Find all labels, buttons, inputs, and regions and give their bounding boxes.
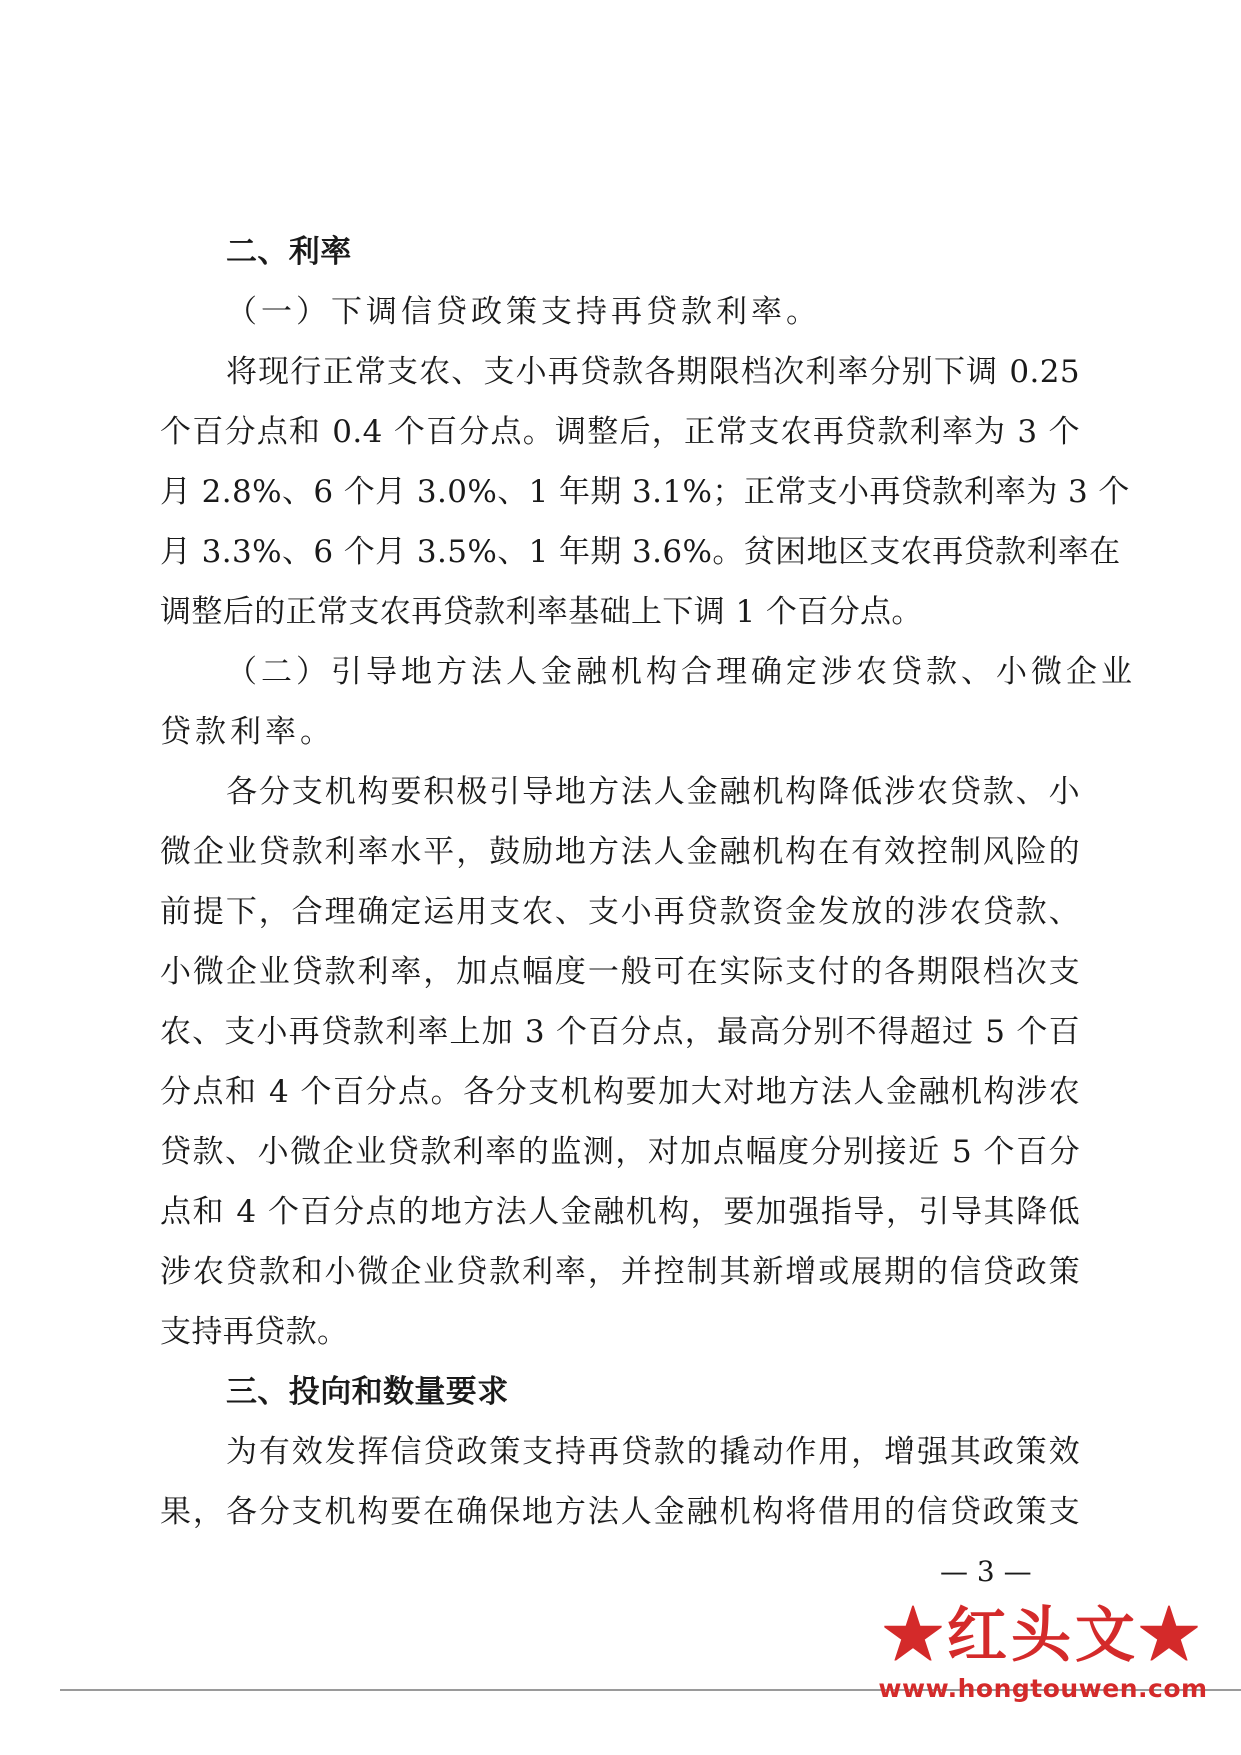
paragraph-line: 前提下，合理确定运用支农、支小再贷款资金发放的涉农贷款、 (160, 894, 1080, 930)
subsection-heading-line: （一）下调信贷政策支持再贷款利率。 (226, 294, 821, 330)
paragraph-line: 支持再贷款。 (160, 1314, 349, 1350)
paragraph-line: 农、支小再贷款利率上加 3 个百分点，最高分别不得超过 5 个百 (160, 1014, 1080, 1050)
paragraph-line: 为有效发挥信贷政策支持再贷款的撬动作用，增强其政策效 (226, 1434, 1080, 1470)
paragraph-line: 小微企业贷款利率，加点幅度一般可在实际支付的各期限档次支 (160, 954, 1080, 990)
paragraph-line: 果，各分支机构要在确保地方法人金融机构将借用的信贷政策支 (160, 1494, 1080, 1530)
page-number: — 3 — (940, 1555, 1032, 1588)
paragraph-line: 分点和 4 个百分点。各分支机构要加大对地方法人金融机构涉农 (160, 1074, 1080, 1110)
paragraph-line: 调整后的正常支农再贷款利率基础上下调 1 个百分点。 (160, 594, 923, 630)
subsection-heading-line: （二）引导地方法人金融机构合理确定涉农贷款、小微企业 (226, 654, 1136, 690)
body-text (160, 222, 1136, 1542)
section-heading-line: 三、投向和数量要求 (226, 1374, 509, 1410)
watermark-title: ★红头文★ (883, 1601, 1203, 1671)
paragraph-line: 各分支机构要积极引导地方法人金融机构降低涉农贷款、小 (226, 774, 1080, 810)
watermark (858, 1600, 1228, 1706)
paragraph-line: 将现行正常支农、支小再贷款各期限档次利率分别下调 0.25 (226, 354, 1080, 390)
paragraph-line: 个百分点和 0.4 个百分点。调整后，正常支农再贷款利率为 3 个 (160, 414, 1080, 450)
paragraph-line: 贷款、小微企业贷款利率的监测，对加点幅度分别接近 5 个百分 (160, 1134, 1080, 1170)
subsection-heading-line: 贷款利率。 (160, 714, 335, 750)
paragraph-line: 月 2.8%、6 个月 3.0%、1 年期 3.1%；正常支小再贷款利率为 3 个 (160, 474, 1130, 510)
paragraph-line: 微企业贷款利率水平，鼓励地方法人金融机构在有效控制风险的 (160, 834, 1080, 870)
paragraph-line: 涉农贷款和小微企业贷款利率，并控制其新增或展期的信贷政策 (160, 1254, 1080, 1290)
paragraph-line: 月 3.3%、6 个月 3.5%、1 年期 3.6%。贫困地区支农再贷款利率在 (160, 534, 1121, 570)
section-heading-line: 二、利率 (226, 234, 352, 270)
watermark-url: www.hongtouwen.com (878, 1674, 1208, 1703)
paragraph-line: 点和 4 个百分点的地方法人金融机构，要加强指导，引导其降低 (160, 1194, 1080, 1230)
